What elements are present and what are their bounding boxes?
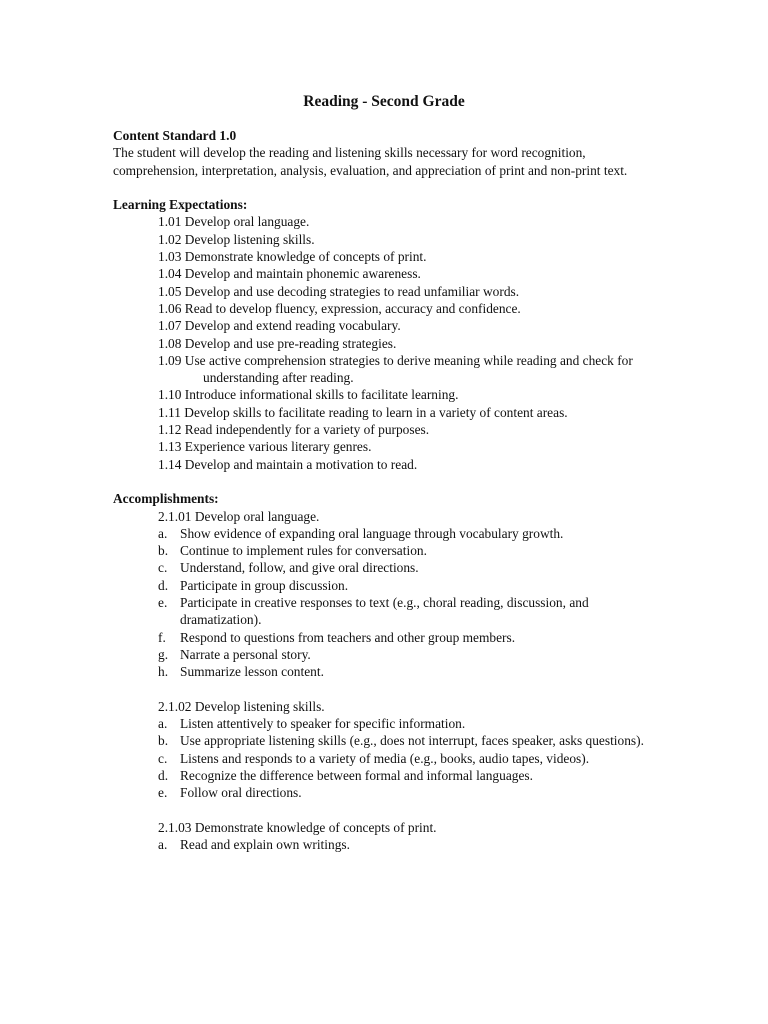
expectation-item: 1.04 Develop and maintain phonemic awareness.: [158, 266, 421, 282]
content-standard-heading: Content Standard 1.0: [113, 128, 237, 143]
expectation-item: 1.14 Develop and maintain a motivation to read.: [158, 456, 418, 472]
item-letter: a.: [158, 716, 168, 732]
expectation-item: 1.13 Experience various literary genres.: [158, 439, 372, 455]
item-text: Listens and responds to a variety of media (e.g., books, audio tapes, videos).: [180, 750, 590, 766]
learning-expectations-heading: Learning Expectations:: [113, 197, 248, 213]
item-letter: a.: [158, 525, 168, 541]
expectation-item: 1.09 Use active comprehension strategies to derive meaning while reading and check for understanding after reading.: [158, 352, 633, 386]
item-letter: g.: [158, 646, 169, 662]
accomplishment-item: [113, 767, 658, 784]
accomplishment-group-title: 2.1.02 Develop listening skills.: [158, 698, 325, 714]
item-text: Narrate a personal story.: [180, 646, 311, 662]
learning-expectations-list: [113, 213, 658, 472]
item-letter: f.: [158, 629, 166, 645]
accomplishment-group-title: 2.1.01 Develop oral language.: [158, 508, 320, 524]
accomplishment-item: [113, 542, 658, 559]
expectation-item: 1.03 Demonstrate knowledge of concepts of print.: [158, 249, 427, 265]
expectation-item: 1.12 Read independently for a variety of purposes.: [158, 422, 430, 438]
expectation-item: 1.08 Develop and use pre-reading strategies.: [158, 335, 397, 351]
item-text: Recognize the difference between formal and informal languages.: [180, 767, 533, 783]
item-text: Continue to implement rules for conversation.: [180, 543, 427, 559]
accomplishment-item: [113, 784, 658, 801]
item-letter: e.: [158, 595, 168, 611]
item-letter: e.: [158, 785, 168, 801]
item-text: Understand, follow, and give oral directions.: [180, 560, 419, 576]
accomplishment-list: [113, 525, 658, 681]
item-letter: d.: [158, 767, 169, 783]
item-text: Use appropriate listening skills (e.g., does not interrupt, faces speaker, asks questions).: [180, 733, 644, 749]
accomplishment-item: [113, 646, 658, 663]
accomplishments-heading: Accomplishments:: [113, 491, 219, 507]
item-text: Summarize lesson content.: [180, 664, 324, 680]
accomplishment-item: [113, 750, 658, 767]
item-letter: h.: [158, 664, 169, 680]
spacer: [113, 681, 658, 698]
page-title: Reading - Second Grade: [303, 93, 465, 110]
item-letter: c.: [158, 750, 168, 766]
expectation-item: 1.01 Develop oral language.: [158, 214, 310, 230]
item-letter: b.: [158, 543, 169, 559]
item-letter: a.: [158, 837, 168, 853]
spacer: [113, 473, 658, 490]
expectation-item: 1.11 Develop skills to facilitate reading to learn in a variety of content areas.: [158, 404, 568, 420]
accomplishment-item: [113, 525, 658, 542]
accomplishment-group-title: 2.1.03 Demonstrate knowledge of concepts of print.: [158, 819, 437, 835]
item-letter: b.: [158, 733, 169, 749]
accomplishment-item: [113, 559, 658, 576]
item-text: Listen attentively to speaker for specific information.: [180, 716, 466, 732]
expectation-item: 1.05 Develop and use decoding strategies to read unfamiliar words.: [158, 283, 520, 299]
expectation-item: 1.06 Read to develop fluency, expression, accuracy and confidence.: [158, 300, 521, 316]
content-standard-text: The student will develop the reading and listening skills necessary for word recognition, comprehension, interpretation, analysis, evaluation, and appreciation of print and non-print text.: [113, 145, 628, 178]
accomplishment-item: [113, 732, 658, 749]
accomplishment-item: [113, 715, 658, 732]
item-letter: c.: [158, 560, 168, 576]
item-text: Follow oral directions.: [180, 785, 302, 801]
accomplishment-list: [113, 836, 658, 853]
accomplishment-item: [113, 663, 658, 680]
accomplishment-item: [113, 629, 658, 646]
spacer: [113, 179, 658, 196]
accomplishment-item: [113, 577, 658, 594]
accomplishment-item: [113, 594, 658, 629]
expectation-item: 1.07 Develop and extend reading vocabulary.: [158, 318, 401, 334]
item-letter: d.: [158, 577, 169, 593]
document-body: [113, 127, 658, 853]
item-text: Respond to questions from teachers and other group members.: [180, 629, 516, 645]
item-text: Participate in creative responses to text (e.g., choral reading, discussion, and dramatization).: [180, 595, 589, 628]
expectation-item: 1.02 Develop listening skills.: [158, 231, 315, 247]
expectation-item: 1.10 Introduce informational skills to facilitate learning.: [158, 387, 459, 403]
accomplishment-list: [113, 715, 658, 801]
item-text: Read and explain own writings.: [180, 837, 350, 853]
spacer: [113, 802, 658, 819]
item-text: Participate in group discussion.: [180, 577, 349, 593]
accomplishment-item: [113, 836, 658, 853]
item-text: Show evidence of expanding oral language through vocabulary growth.: [180, 525, 564, 541]
